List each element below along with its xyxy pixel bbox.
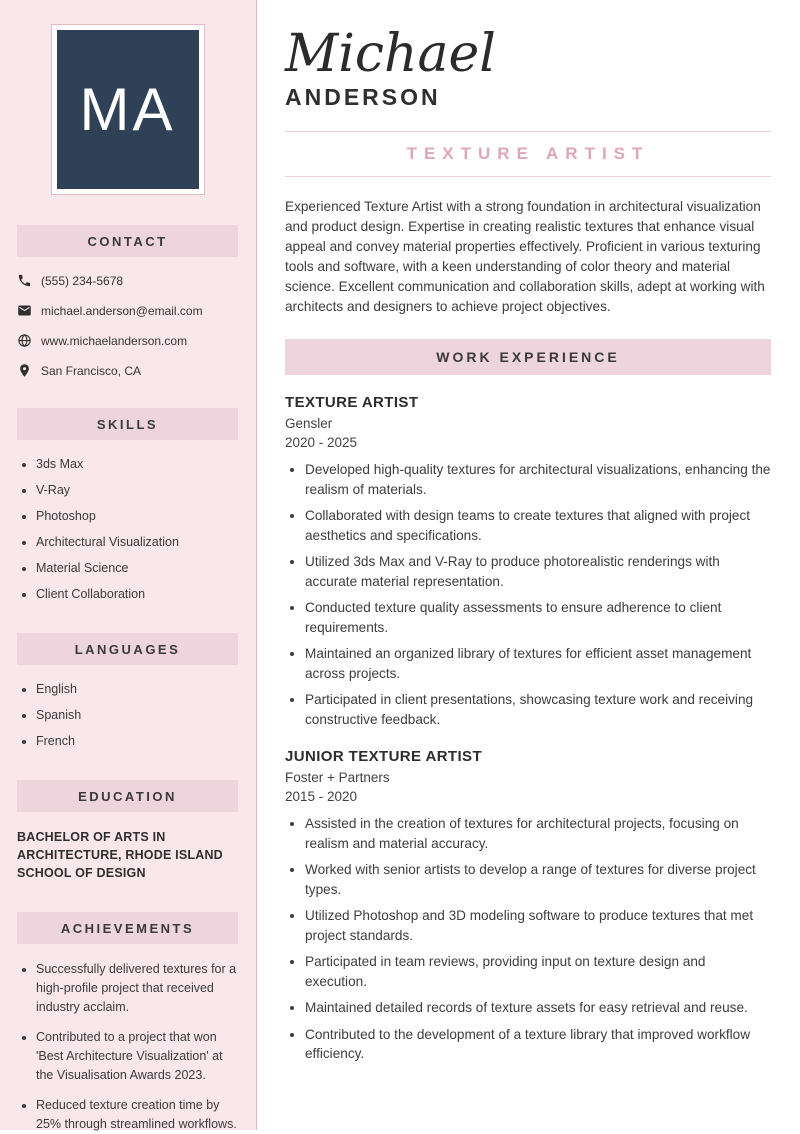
skill-item: • Material Science <box>36 560 238 577</box>
job-title: TEXTURE ARTIST <box>285 394 419 411</box>
job-company: Gensler <box>285 416 333 431</box>
job-bullet: • Collaborated with design teams to create textures that aligned with project aesthetics and specifications. <box>305 506 771 545</box>
sidebar <box>0 0 257 1130</box>
contact-phone: (555) 234-5678 <box>41 273 124 288</box>
job-bullet: • Developed high-quality textures for architectural visualizations, enhancing the realism of materials. <box>305 460 771 499</box>
contact-row-location <box>17 363 238 378</box>
avatar-initials: MA <box>79 76 176 143</box>
phone-icon <box>17 273 32 288</box>
job-dates: 2020 - 2025 <box>285 435 358 450</box>
contact-location: San Francisco, CA <box>41 363 142 378</box>
contact-list <box>17 273 238 378</box>
job-bullet: • Assisted in the creation of textures for architectural projects, focusing on realism and material accuracy. <box>305 814 771 853</box>
skill-item: • Client Collaboration <box>36 586 238 603</box>
job-entry <box>285 394 771 729</box>
first-name: Michael <box>285 24 496 84</box>
job-bullet: • Participated in team reviews, providing input on texture design and execution. <box>305 952 771 991</box>
contact-row-email <box>17 303 238 318</box>
job-title-block <box>285 131 771 177</box>
contact-row-website <box>17 333 238 348</box>
languages-list <box>17 681 238 750</box>
job-dates: 2015 - 2020 <box>285 789 358 804</box>
job-bullets <box>285 460 771 729</box>
skills-list <box>17 456 238 603</box>
achievement-item: • Successfully delivered textures for a high-profile project that received industry acclaim. <box>36 960 238 1017</box>
language-item: • Spanish <box>36 707 238 724</box>
job-bullets <box>285 814 771 1064</box>
globe-icon <box>17 333 32 348</box>
contact-row-phone <box>17 273 238 288</box>
job-bullet: • Maintained an organized library of textures for efficient asset management across projects. <box>305 644 771 683</box>
avatar <box>57 30 199 189</box>
skill-item: • V-Ray <box>36 482 238 499</box>
languages-section-heading: LANGUAGES <box>17 633 238 665</box>
job-bullet: • Utilized Photoshop and 3D modeling software to produce textures that met project standards. <box>305 906 771 945</box>
education-degree: BACHELOR OF ARTS IN ARCHITECTURE, RHODE ISLAND SCHOOL OF DESIGN <box>17 830 223 880</box>
job-entry <box>285 748 771 1064</box>
contact-website: www.michaelanderson.com <box>41 333 188 348</box>
avatar-frame <box>51 24 205 195</box>
job-bullet: • Worked with senior artists to develop a range of textures for diverse project types. <box>305 860 771 899</box>
job-company: Foster + Partners <box>285 770 390 785</box>
skills-section-heading: SKILLS <box>17 408 238 440</box>
job-bullet: • Utilized 3ds Max and V-Ray to produce photorealistic renderings with accurate material representation. <box>305 552 771 591</box>
work-experience-heading: WORK EXPERIENCE <box>285 339 771 375</box>
summary-paragraph: Experienced Texture Artist with a strong foundation in architectural visualization and product design. Expertise in creating realistic textures that enhance visual appeal and convey material properties effectively. Proficient in various texturing tools and software, with a keen understanding of color theory and material science. Excellent communication and collaboration skills, adept at working with architects and designers to achieve project objectives. <box>285 199 765 314</box>
language-item: • English <box>36 681 238 698</box>
email-icon <box>17 303 32 318</box>
achievements-list <box>17 960 238 1134</box>
job-bullet: • Contributed to the development of a texture library that improved workflow efficiency. <box>305 1025 771 1064</box>
job-title: JUNIOR TEXTURE ARTIST <box>285 748 483 765</box>
achievements-section-heading: ACHIEVEMENTS <box>17 912 238 944</box>
job-bullet: • Conducted texture quality assessments to ensure adherence to client requirements. <box>305 598 771 637</box>
job-title-banner: TEXTURE ARTIST <box>406 144 650 163</box>
skill-item: • Architectural Visualization <box>36 534 238 551</box>
achievement-item: • Contributed to a project that won 'Best Architecture Visualization' at the Visualisation Awards 2023. <box>36 1028 238 1085</box>
job-bullet: • Maintained detailed records of texture assets for easy retrieval and reuse. <box>305 998 771 1018</box>
contact-email: michael.anderson@email.com <box>41 303 203 318</box>
main-content <box>257 0 800 1130</box>
location-icon <box>17 363 32 378</box>
language-item: • French <box>36 733 238 750</box>
last-name: ANDERSON <box>285 84 441 110</box>
achievement-item: • Reduced texture creation time by 25% through streamlined workflows. <box>36 1096 238 1134</box>
job-bullet: • Participated in client presentations, showcasing texture work and receiving constructive feedback. <box>305 690 771 729</box>
education-section-heading: EDUCATION <box>17 780 238 812</box>
contact-section-heading: CONTACT <box>17 225 238 257</box>
skill-item: • Photoshop <box>36 508 238 525</box>
skill-item: • 3ds Max <box>36 456 238 473</box>
